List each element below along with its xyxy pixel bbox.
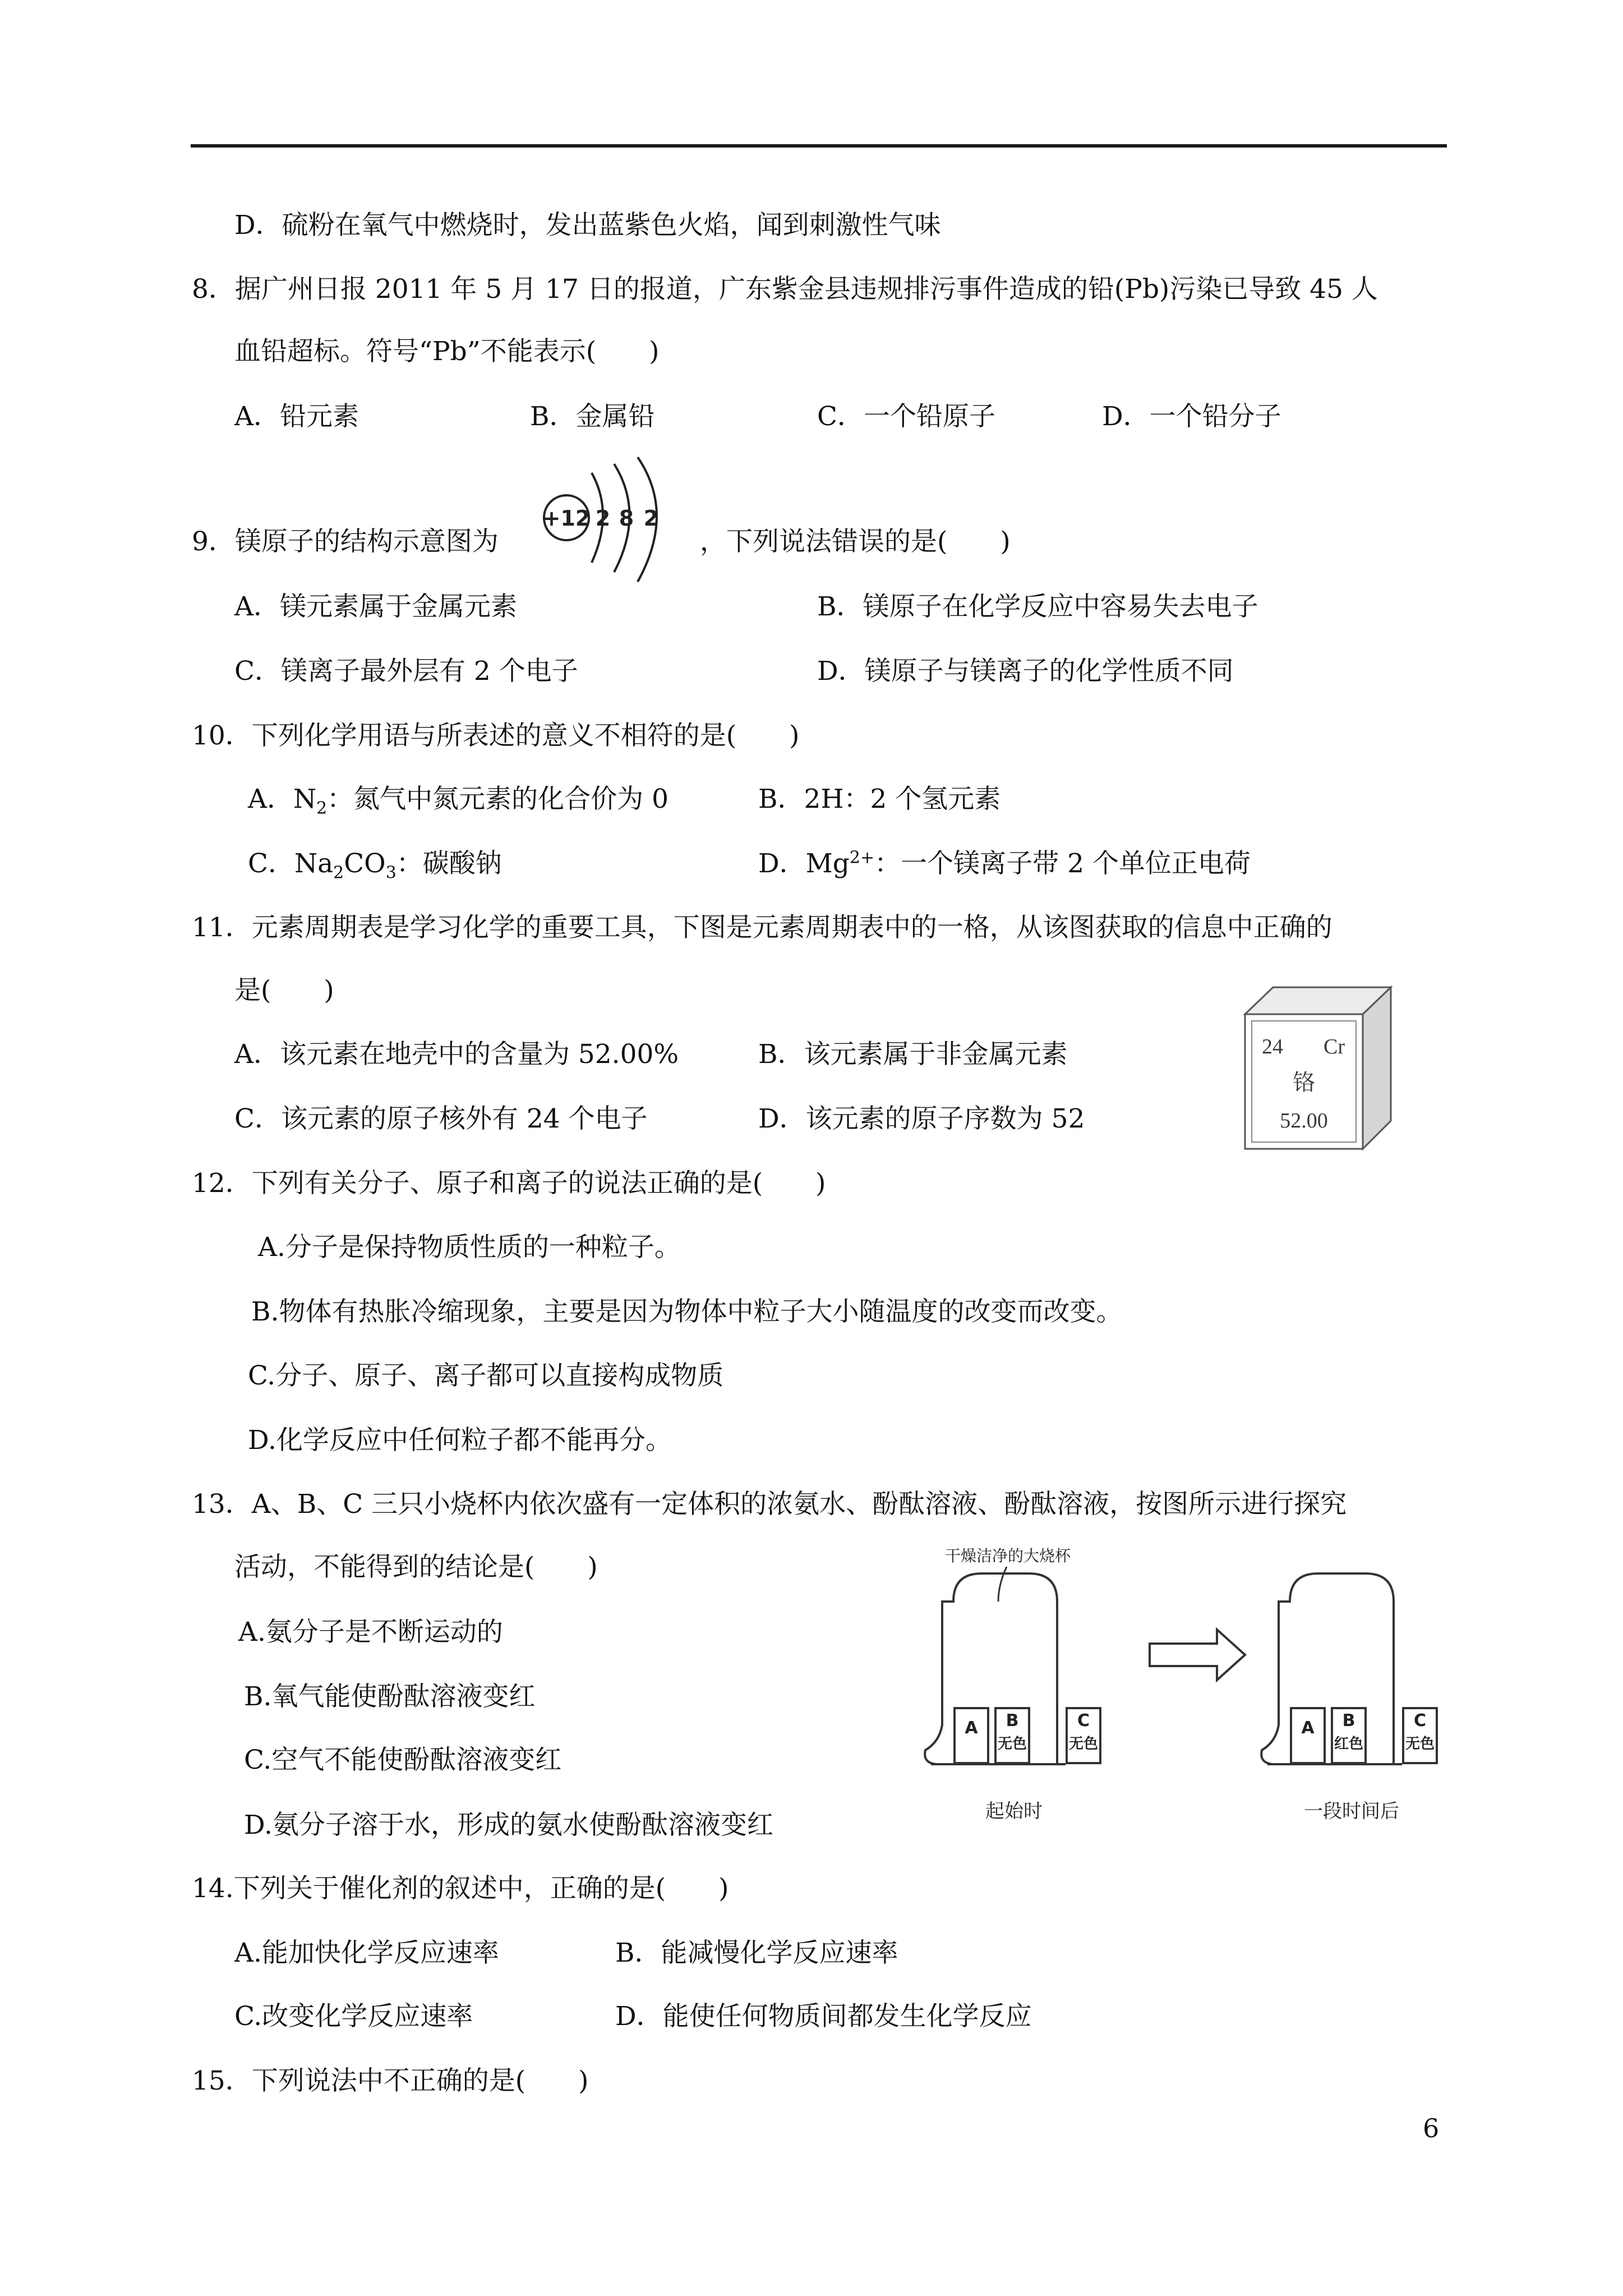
beaker-a-right-label: A <box>1301 1718 1315 1738</box>
q15-stem: 15．下列说法中不正确的是( ) <box>192 2065 589 2096</box>
q13-option-d: D.氨分子溶于水，形成的氨水使酚酞溶液变红 <box>244 1810 773 1841</box>
q9-stem-after: ，下列说法错误的是( ) <box>700 526 1011 557</box>
q14-stem: 14.下列关于催化剂的叙述中，正确的是( ) <box>192 1873 729 1904</box>
element-name: 铬 <box>1293 1070 1315 1095</box>
beaker-b-left-label: B <box>1006 1711 1019 1731</box>
atomic-mass: 52.00 <box>1280 1109 1328 1133</box>
big-beaker-left <box>925 1573 1057 1764</box>
q10-stem: 10．下列化学用语与所表述的意义不相符的是( ) <box>192 720 800 751</box>
q8-option-a: A．铅元素 <box>234 401 359 432</box>
q7-option-d: D．硫粉在氧气中燃烧时，发出蓝紫色火焰，闻到刺激性气味 <box>234 210 941 241</box>
q12-option-a: A.分子是保持物质性质的一种粒子。 <box>258 1232 681 1263</box>
right-caption: 一段时间后 <box>1304 1800 1399 1823</box>
ammonia-experiment-figure <box>920 1540 1481 1854</box>
nucleus-charge: +12 <box>542 506 591 531</box>
beaker-a-left-label: A <box>965 1718 978 1738</box>
element-symbol: Cr <box>1324 1035 1345 1059</box>
q11-option-b: B．该元素属于非金属元素 <box>758 1039 1068 1070</box>
q11-stem-line1: 11．元素周期表是学习化学的重要工具，下图是元素周期表中的一格，从该图获取的信息中正确的 <box>192 912 1332 943</box>
q10-option-a: A．$N_2$：氮气中氮元素的化合价为 0 <box>248 784 669 818</box>
q12-stem: 12．下列有关分子、原子和离子的说法正确的是( ) <box>192 1168 826 1199</box>
beaker-b-left-state: 无色 <box>997 1736 1027 1752</box>
cube-side-face <box>1363 987 1391 1149</box>
periodic-table-cell <box>1239 981 1396 1160</box>
q8-option-d: D．一个铅分子 <box>1102 401 1281 432</box>
q11-option-d: D．该元素的原子序数为 52 <box>758 1103 1085 1134</box>
q8-stem-line2: 血铅超标。符号“Pb”不能表示( ) <box>234 336 660 367</box>
q9-option-b: B．镁原子在化学反应中容易失去电子 <box>817 591 1258 622</box>
big-beaker-right <box>1261 1573 1394 1764</box>
beaker-c-right-state: 无色 <box>1405 1736 1435 1752</box>
q12-option-d: D.化学反应中任何粒子都不能再分。 <box>248 1425 672 1456</box>
q12-option-c: C.分子、原子、离子都可以直接构成物质 <box>248 1360 724 1391</box>
q13-option-b: B.氧气能使酚酞溶液变红 <box>244 1681 536 1712</box>
q8-stem-line1: 8．据广州日报 2011 年 5 月 17 日的报道，广东紫金县违规排污事件造成的铅(Pb)污染已导致 45 人 <box>192 274 1378 305</box>
beaker-c-left-state: 无色 <box>1068 1736 1099 1752</box>
shell-1-electrons: 2 <box>595 506 611 531</box>
beaker-b-right-state: 红色 <box>1334 1736 1364 1752</box>
q14-option-d: D．能使任何物质间都发生化学反应 <box>615 2001 1032 2032</box>
shell-3-electrons: 2 <box>643 506 659 531</box>
q9-option-c: C．镁离子最外层有 2 个电子 <box>234 656 578 687</box>
q9-option-d: D．镁原子与镁离子的化学性质不同 <box>817 656 1234 687</box>
q8-option-b: B．金属铅 <box>530 401 655 432</box>
header-rule <box>191 144 1447 148</box>
arrow-icon <box>1150 1630 1245 1680</box>
magnesium-atom-diagram <box>536 457 704 609</box>
q14-option-c: C.改变化学反应速率 <box>234 2001 473 2032</box>
q12-option-b: B.物体有热胀冷缩现象，主要是因为物体中粒子大小随温度的改变而改变。 <box>251 1296 1123 1327</box>
q13-option-a: A.氨分子是不断运动的 <box>238 1617 503 1648</box>
beaker-b-right-label: B <box>1342 1711 1355 1731</box>
q10-option-c: C．$Na_2CO_3$：碳酸钠 <box>248 848 502 883</box>
q10-option-d: D．$Mg^{2+}$：一个镁离子带 2 个单位正电荷 <box>758 848 1251 879</box>
atomic-number: 24 <box>1262 1035 1283 1059</box>
left-caption: 起始时 <box>985 1800 1043 1823</box>
q9-option-a: A．镁元素属于金属元素 <box>234 591 517 622</box>
q14-option-a: A.能加快化学反应速率 <box>234 1938 499 1968</box>
q13-option-c: C.空气不能使酚酞溶液变红 <box>244 1745 562 1775</box>
page-number: 6 <box>1423 2113 1440 2143</box>
q11-option-c: C．该元素的原子核外有 24 个电子 <box>234 1103 648 1134</box>
q9-stem-before: 9．镁原子的结构示意图为 <box>192 526 499 557</box>
q11-option-a: A．该元素在地壳中的含量为 52.00% <box>234 1039 679 1070</box>
q11-stem-line2: 是( ) <box>234 975 334 1006</box>
shell-2-electrons: 8 <box>619 506 634 531</box>
beaker-c-right-label: C <box>1413 1711 1427 1731</box>
q10-option-b: B．2H：2 个氢元素 <box>758 784 1001 815</box>
beaker-c-left-label: C <box>1077 1711 1090 1731</box>
q13-stem-line2: 活动，不能得到的结论是( ) <box>234 1552 598 1582</box>
big-beaker-label: 干燥洁净的大烧杯 <box>945 1547 1071 1565</box>
label-pointer <box>998 1567 1007 1602</box>
q13-stem-line1: 13．A、B、C 三只小烧杯内依次盛有一定体积的浓氨水、酚酞溶液、酚酞溶液，按图所示进行探究 <box>192 1489 1347 1520</box>
q14-option-b: B．能减慢化学反应速率 <box>615 1938 898 1968</box>
q8-option-c: C．一个铅原子 <box>817 401 995 432</box>
